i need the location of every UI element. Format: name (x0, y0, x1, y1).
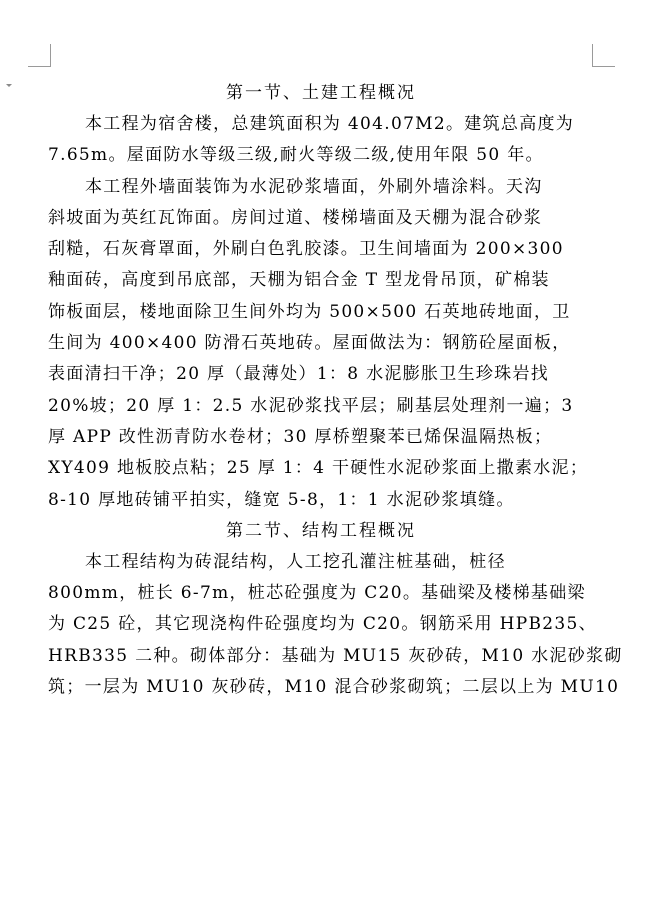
paragraph-finishes[interactable] (48, 172, 594, 516)
crop-mark-top-right (592, 44, 615, 67)
crop-mark-top-left (28, 44, 51, 67)
section-heading-civil: 第一节、土建工程概况 (226, 83, 416, 103)
text-line: 表面清扫干净；20 厚（最薄处）1：8 水泥膨胀卫生珍珠岩找 (48, 364, 550, 385)
margin-marker-icon (6, 84, 12, 87)
text-line: 本工程结构为砖混结构，人工挖孔灌注桩基础，桩径 (85, 551, 506, 572)
text-line: 8-10 厚地砖铺平拍实，缝宽 5-8，1：1 水泥砂浆填缝。 (48, 489, 515, 510)
text-line: 为 C25 砼，其它现浇构件砼强度均为 C20。钢筋采用 HPB235、 (48, 614, 597, 635)
text-line: 斜坡面为英红瓦饰面。房间过道、楼梯墙面及天棚为混合砂浆 (48, 207, 543, 228)
text-line: 筑；一层为 MU10 灰砂砖，M10 混合砂浆砌筑；二层以上为 MU10 (48, 677, 620, 698)
text-line: 7.65m。屋面防水等级三级,耐火等级二级,使用年限 50 年。 (48, 145, 544, 166)
section-heading-structure: 第二节、结构工程概况 (226, 520, 416, 541)
paragraph-overview[interactable] (48, 109, 594, 172)
text-line: 刮糙，石灰膏罩面，外刷白色乳胶漆。卫生间墙面为 200×300 (48, 239, 564, 260)
text-line: 800mm，桩长 6-7m，桩芯砼强度为 C20。基础梁及楼梯基础梁 (48, 583, 586, 604)
text-line: 厚 APP 改性沥青防水卷材；30 厚桥塑聚苯已烯保温隔热板； (48, 426, 553, 447)
text-line: 20%坡；20 厚 1：2.5 水泥砂浆找平层；刷基层处理剂一遍；3 (48, 395, 574, 416)
text-line: 生间为 400×400 防滑石英地砖。屋面做法为：钢筋砼屋面板， (48, 333, 571, 354)
text-line: 釉面砖，高度到吊底部，天棚为铝合金 T 型龙骨吊顶，矿棉装 (48, 270, 550, 291)
text-line: XY409 地板胶点粘；25 厚 1：4 干硬性水泥砂浆面上撒素水泥； (48, 458, 589, 479)
text-line: HRB335 二种。砌体部分：基础为 MU15 灰砂砖，M10 水泥砂浆砌 (48, 645, 623, 666)
text-line: 饰板面层，楼地面除卫生间外均为 500×500 石英地砖地面，卫 (48, 301, 571, 322)
text-line: 本工程为宿舍楼，总建筑面积为 404.07M2。建筑总高度为 (85, 114, 575, 134)
document-body (48, 78, 623, 703)
paragraph-structure[interactable] (48, 547, 623, 703)
text-line: 本工程外墙面装饰为水泥砂浆墙面，外刷外墙涂料。天沟 (85, 176, 543, 197)
